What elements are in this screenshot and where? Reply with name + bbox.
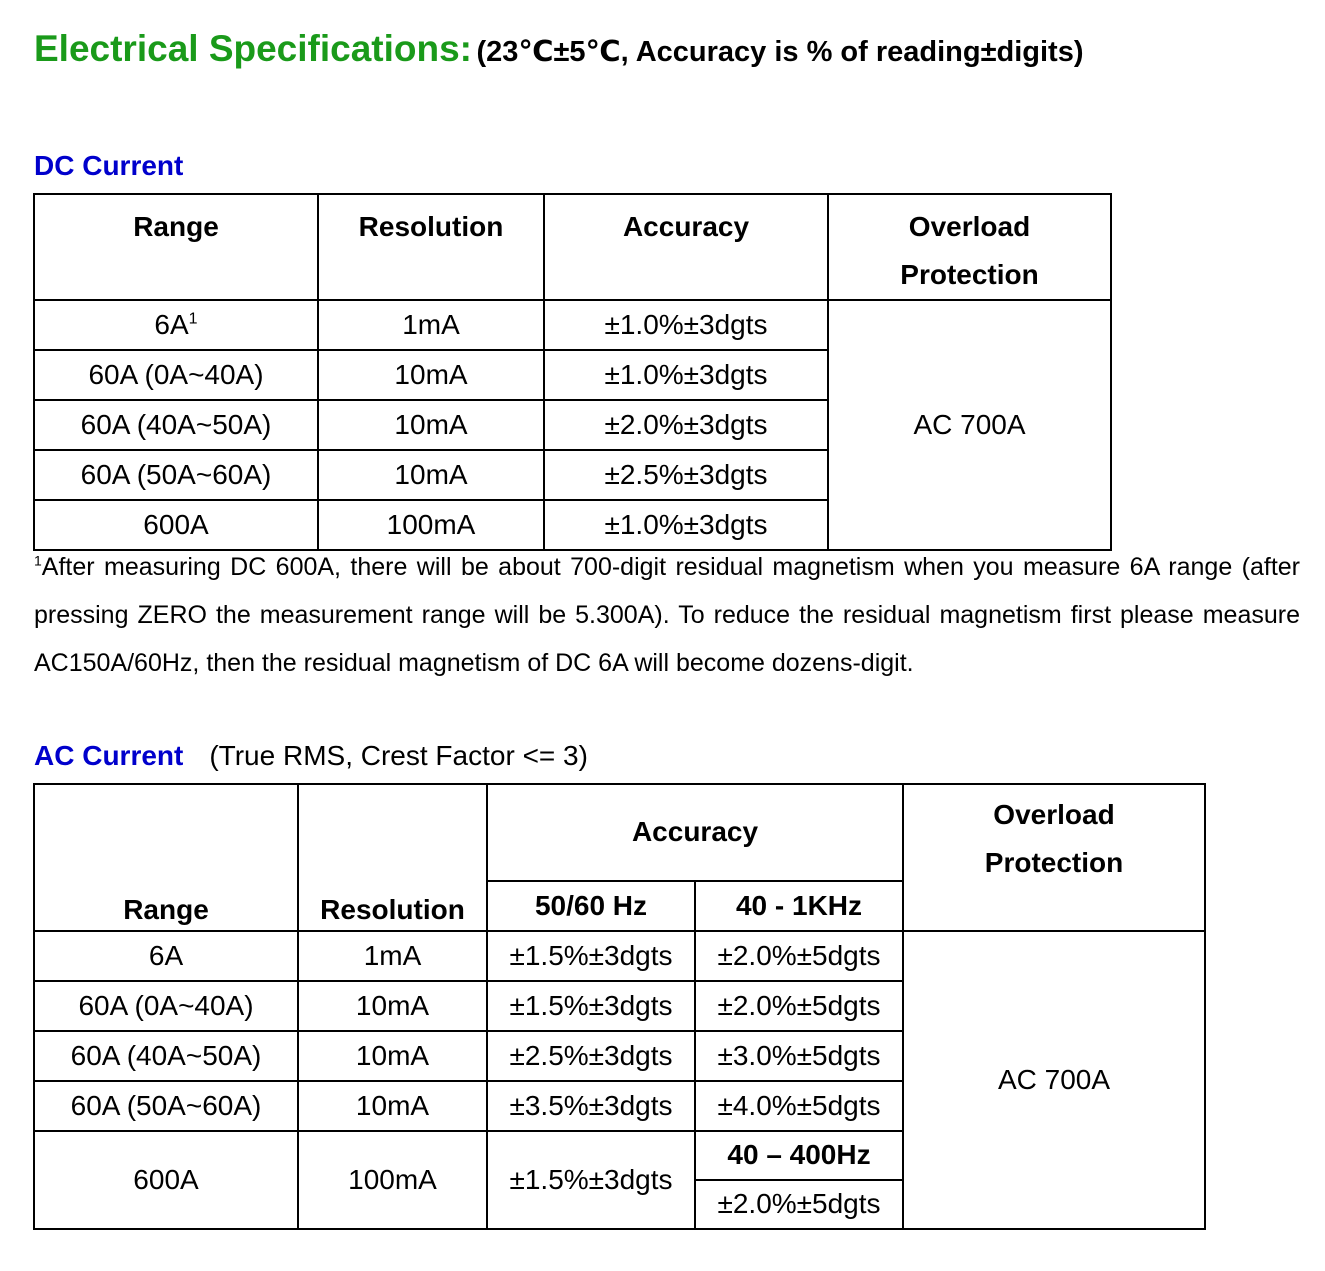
col-header-accuracy: Accuracy bbox=[487, 784, 903, 881]
range-cell: 600A bbox=[34, 500, 318, 550]
accuracy-cell: ±1.0%±3dgts bbox=[544, 300, 828, 350]
resolution-cell: 10mA bbox=[318, 400, 544, 450]
ac-section-note: (True RMS, Crest Factor <= 3) bbox=[209, 740, 588, 771]
range-cell: 60A (50A~60A) bbox=[34, 450, 318, 500]
col-header-resolution: Resolution bbox=[318, 194, 544, 300]
accuracy-50-60-cell: ±1.5%±3dgts bbox=[487, 1131, 695, 1229]
resolution-cell: 100mA bbox=[318, 500, 544, 550]
resolution-cell: 10mA bbox=[318, 350, 544, 400]
footnote-mark: 1 bbox=[34, 552, 42, 569]
range-cell: 60A (0A~40A) bbox=[34, 350, 318, 400]
accuracy-50-60-cell: ±1.5%±3dgts bbox=[487, 981, 695, 1031]
overload-line1: Overload bbox=[993, 799, 1115, 830]
accuracy-cell: ±1.0%±3dgts bbox=[544, 500, 828, 550]
accuracy-40-1k-cell: ±4.0%±5dgts bbox=[695, 1081, 903, 1131]
col-header-resolution: Resolution bbox=[298, 784, 487, 931]
title-conditions: (23℃±5℃, Accuracy is % of reading±digits) bbox=[476, 36, 1084, 68]
resolution-cell: 1mA bbox=[318, 300, 544, 350]
table-row bbox=[34, 931, 1205, 981]
col-header-accuracy: Accuracy bbox=[544, 194, 828, 300]
resolution-cell: 10mA bbox=[318, 450, 544, 500]
overload-cell: AC 700A bbox=[903, 931, 1205, 1229]
title-main: Electrical Specifications: bbox=[34, 28, 473, 69]
table-header-row bbox=[34, 194, 1111, 300]
resolution-cell: 10mA bbox=[298, 1031, 487, 1081]
range-cell: 6A bbox=[34, 931, 298, 981]
accuracy-40-1k-cell: ±2.0%±5dgts bbox=[695, 931, 903, 981]
ac-current-table bbox=[33, 783, 1206, 1230]
resolution-cell: 1mA bbox=[298, 931, 487, 981]
accuracy-cell: ±2.0%±3dgts bbox=[544, 400, 828, 450]
footnote-text: After measuring DC 600A, there will be about 700-digit residual magnetism when you measure 6A range (after pressing ZERO the measurement range will be 5.300A). To reduce the residual magnetism first please measure AC150A/60Hz, then the residual magnetism of DC 6A will become dozens-digit. bbox=[34, 553, 1300, 677]
col-header-overload bbox=[903, 784, 1205, 931]
col-header-overload bbox=[828, 194, 1111, 300]
range-cell: 60A (40A~50A) bbox=[34, 1031, 298, 1081]
range-cell: 60A (40A~50A) bbox=[34, 400, 318, 450]
table-header-row bbox=[34, 784, 1205, 881]
accuracy-50-60-cell: ±1.5%±3dgts bbox=[487, 931, 695, 981]
accuracy-cell: ±2.5%±3dgts bbox=[544, 450, 828, 500]
col-header-freq-40-400: 40 – 400Hz bbox=[695, 1131, 903, 1180]
dc-section-label: DC Current bbox=[34, 150, 184, 181]
range-cell: 60A (0A~40A) bbox=[34, 981, 298, 1031]
resolution-cell: 10mA bbox=[298, 1081, 487, 1131]
accuracy-cell: ±1.0%±3dgts bbox=[544, 350, 828, 400]
overload-line1: Overload bbox=[908, 211, 1031, 242]
overload-line2: Protection bbox=[984, 847, 1124, 878]
col-header-range: Range bbox=[34, 784, 298, 931]
table-row bbox=[34, 300, 1111, 350]
col-header-range: Range bbox=[34, 194, 318, 300]
footnote-ref: 1 bbox=[188, 310, 198, 328]
range-cell: $6A^1$ bbox=[34, 300, 318, 350]
accuracy-50-60-cell: ±2.5%±3dgts bbox=[487, 1031, 695, 1081]
ac-section-label: AC Current bbox=[34, 740, 184, 771]
range-cell: 60A (50A~60A) bbox=[34, 1081, 298, 1131]
accuracy-40-400-cell: ±2.0%±5dgts bbox=[695, 1180, 903, 1229]
dc-footnote bbox=[34, 543, 1300, 687]
accuracy-40-1k-cell: ±2.0%±5dgts bbox=[695, 981, 903, 1031]
page-title bbox=[34, 28, 1084, 70]
range-cell: 600A bbox=[34, 1131, 298, 1229]
overload-cell: AC 700A bbox=[828, 300, 1111, 550]
overload-line2: Protection bbox=[900, 259, 1039, 290]
resolution-cell: 10mA bbox=[298, 981, 487, 1031]
accuracy-50-60-cell: ±3.5%±3dgts bbox=[487, 1081, 695, 1131]
resolution-cell: 100mA bbox=[298, 1131, 487, 1229]
dc-section-heading bbox=[34, 150, 183, 182]
col-header-freq-50-60: 50/60 Hz bbox=[487, 881, 695, 931]
dc-current-table bbox=[33, 193, 1112, 551]
col-header-freq-40-1k: 40 - 1KHz bbox=[695, 881, 903, 931]
accuracy-40-1k-cell: ±3.0%±5dgts bbox=[695, 1031, 903, 1081]
ac-section-heading bbox=[34, 740, 588, 772]
